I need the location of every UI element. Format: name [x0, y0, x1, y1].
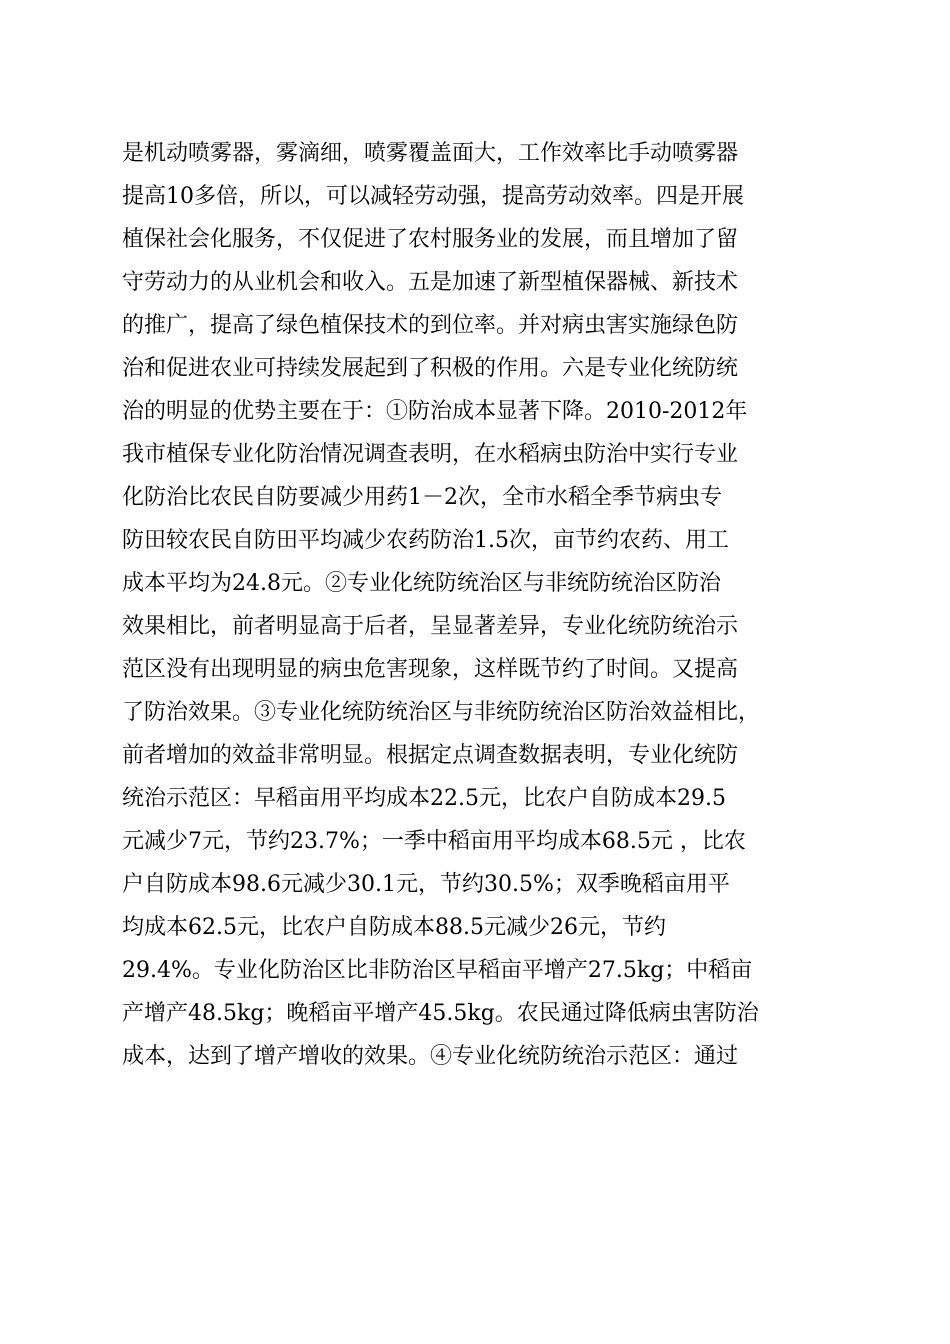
- text-line: 的推广，提高了绿色植保技术的到位率。并对病虫害实施绿色防: [122, 313, 739, 338]
- text-line: 均成本62.5元，比农户自防成本88.5元减少26元，节约: [122, 915, 666, 940]
- body-text: [122, 132, 834, 1078]
- text-line: 化防治比农民自防要减少用药1－2次，全市水稻全季节病虫专: [122, 485, 722, 510]
- text-line: 成本，达到了增产增收的效果。④专业化统防统治示范区：通过: [122, 1044, 739, 1069]
- text-line: 范区没有出现明显的病虫危害现象，这样既节约了时间。又提高: [122, 657, 739, 682]
- text-line: 效果相比，前者明显高于后者，呈显著差异，专业化统防统治示: [122, 614, 739, 639]
- text-line: 成本平均为24.8元。②专业化统防统治区与非统防统治区防治: [122, 571, 721, 596]
- text-line: 守劳动力的从业机会和收入。五是加速了新型植保器械、新技术: [122, 270, 739, 295]
- text-line: 29.4%。专业化防治区比非防治区早稻亩平增产27.5kg；中稻亩: [122, 958, 753, 983]
- text-line: 前者增加的效益非常明显。根据定点调查数据表明，专业化统防: [122, 743, 739, 768]
- text-line: 产增产48.5kg；晚稻亩平增产45.5kg。农民通过降低病虫害防治: [122, 1001, 759, 1026]
- text-line: 是机动喷雾器，雾滴细，喷雾覆盖面大，工作效率比手动喷雾器: [122, 141, 739, 166]
- text-line: 防田较农民自防田平均减少农药防治1.5次，亩节约农药、用工: [122, 528, 729, 553]
- text-line: 提高10多倍，所以，可以减轻劳动强，提高劳动效率。四是开展: [122, 184, 744, 209]
- text-line: 植保社会化服务，不仅促进了农村服务业的发展，而且增加了留: [122, 227, 739, 252]
- text-line: 我市植保专业化防治情况调查表明，在水稻病虫防治中实行专业: [122, 442, 739, 467]
- text-line: 元减少7元，节约23.7%；一季中稻亩用平均成本68.5元 ，比农: [122, 829, 746, 854]
- text-line: 户自防成本98.6元减少30.1元，节约30.5%；双季晚稻亩用平: [122, 872, 730, 897]
- text-line: 治的明显的优势主要在于：①防治成本显著下降。2010-2012年: [122, 399, 748, 424]
- text-line: 统治示范区：早稻亩用平均成本22.5元，比农户自防成本29.5: [122, 786, 726, 811]
- text-line: 治和促进农业可持续发展起到了积极的作用。六是专业化统防统: [122, 356, 739, 381]
- text-line: 了防治效果。③专业化统防统治区与非统防统治区防治效益相比，: [122, 700, 761, 725]
